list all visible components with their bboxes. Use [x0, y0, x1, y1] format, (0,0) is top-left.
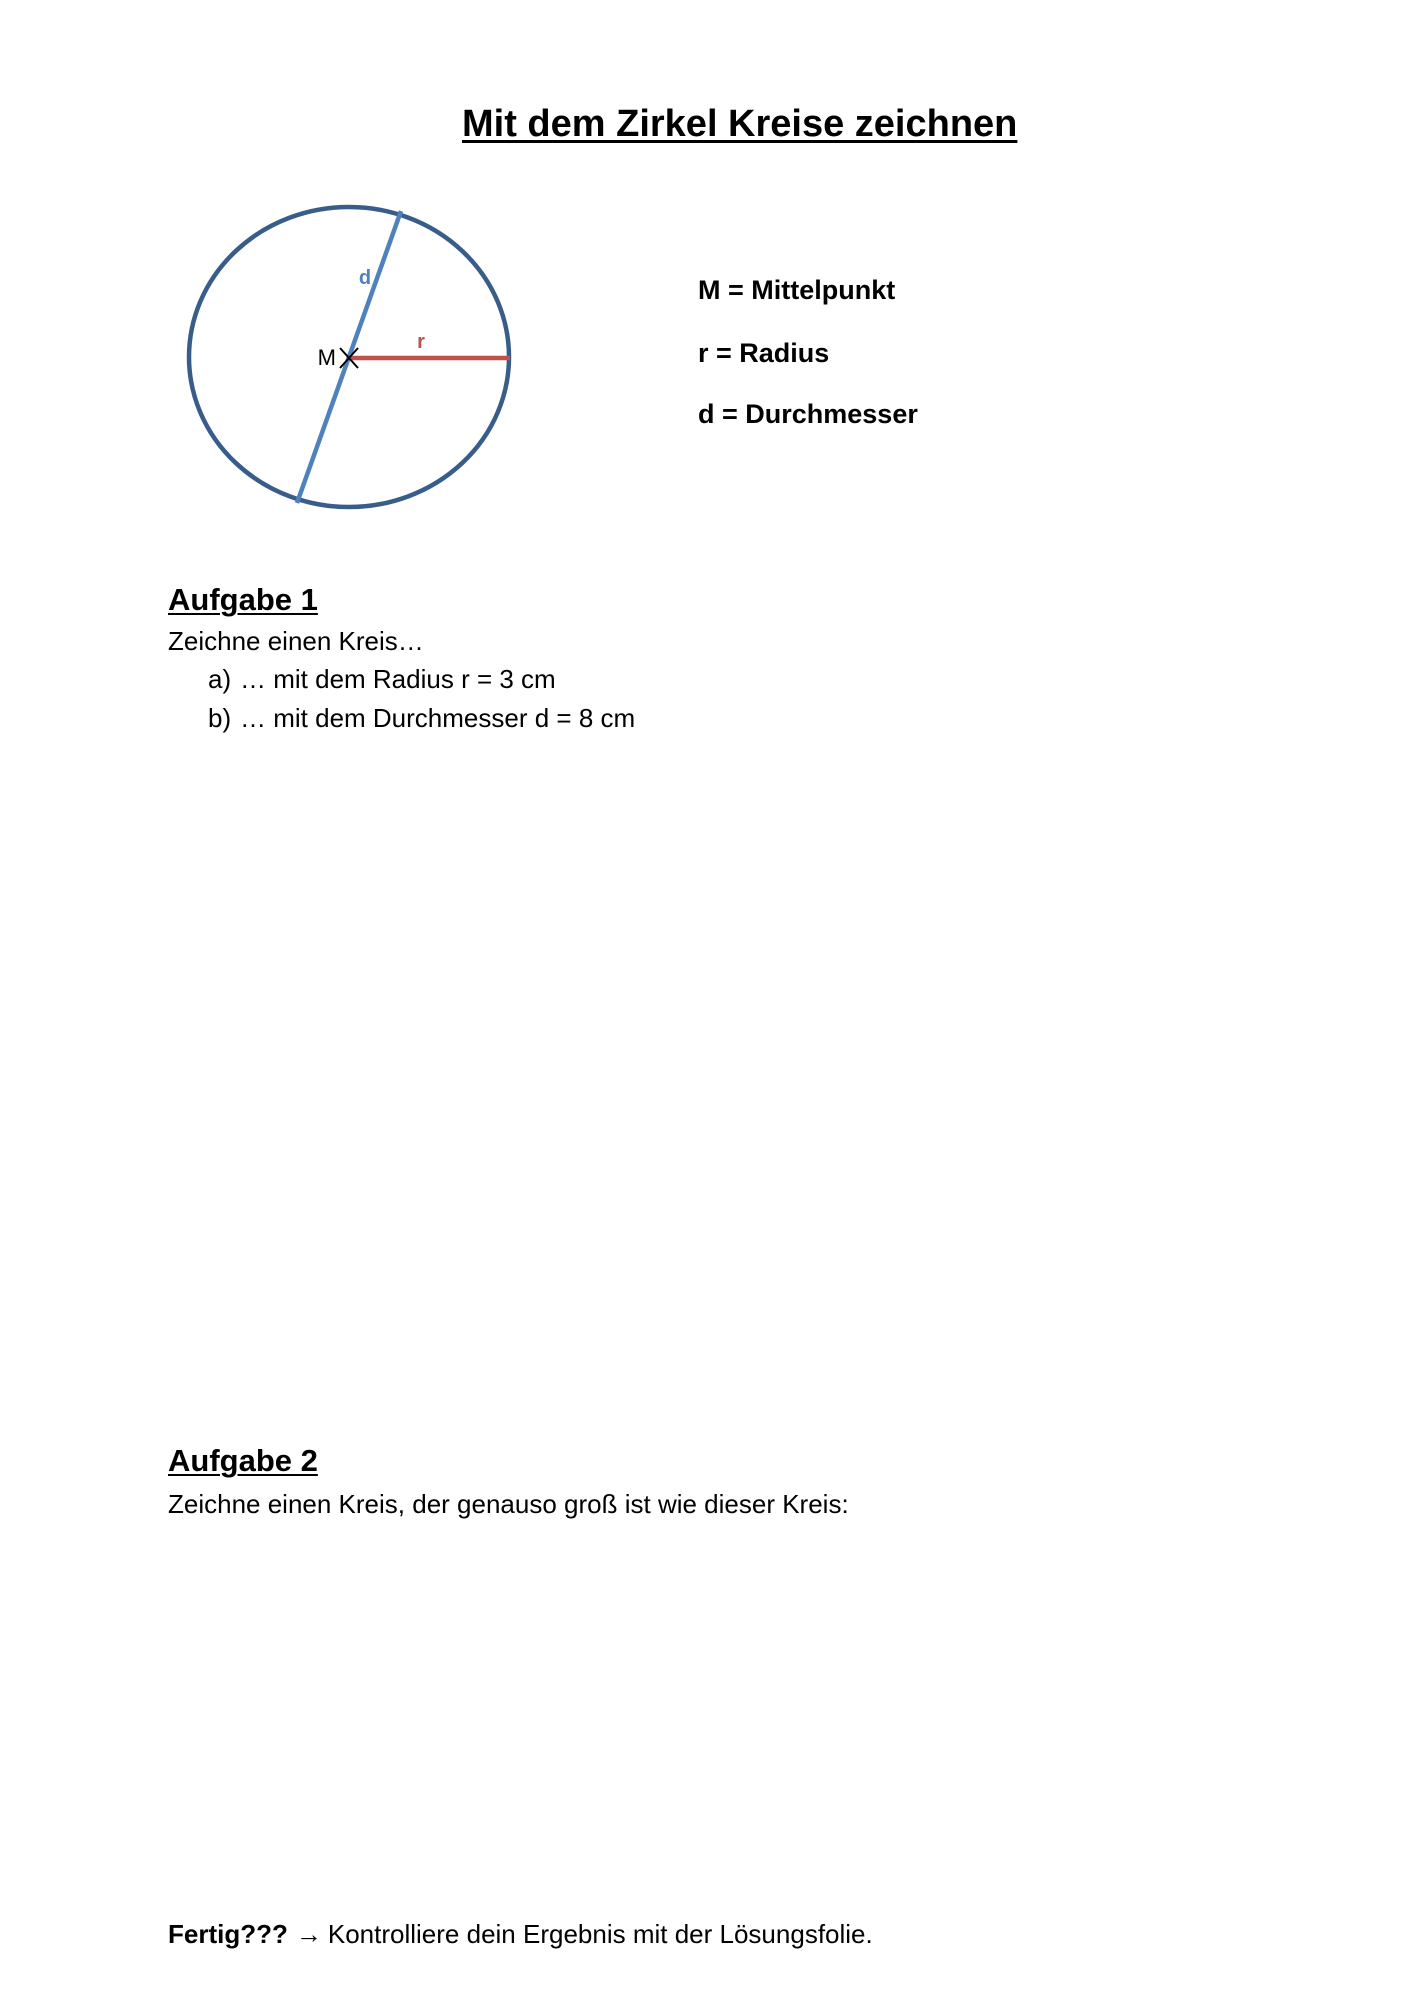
task1-heading: Aufgabe 1 — [168, 582, 318, 617]
list-item-text: … mit dem Durchmesser d = 8 cm — [240, 703, 636, 733]
task2-heading: Aufgabe 2 — [168, 1443, 318, 1478]
arrow-right-icon: → — [295, 1919, 322, 1949]
footer-note — [168, 1915, 873, 1953]
circle-diagram — [0, 0, 700, 560]
page-title: Mit dem Zirkel Kreise zeichnen — [462, 103, 1018, 145]
task1-item-b — [208, 699, 635, 737]
task2-text: Zeichne einen Kreis, der genauso groß ist wie dieser Kreis: — [168, 1489, 849, 1519]
task1-intro: Zeichne einen Kreis… — [168, 626, 424, 656]
footer-done-label: Fertig??? — [168, 1919, 288, 1949]
center-label: M — [317, 345, 336, 370]
footer-text: Kontrolliere dein Ergebnis mit der Lösungsfolie. — [327, 1919, 873, 1949]
radius-label: r — [417, 331, 425, 353]
list-marker: a) — [208, 664, 232, 694]
list-marker: b) — [208, 703, 232, 733]
diameter-label: d — [358, 267, 372, 289]
legend-center: M = Mittelpunkt — [698, 275, 896, 305]
legend-diameter: d = Durchmesser — [698, 399, 918, 429]
task1-item-a — [208, 660, 556, 698]
legend-radius: r = Radius — [698, 338, 830, 368]
list-item-text: … mit dem Radius r = 3 cm — [240, 664, 556, 694]
